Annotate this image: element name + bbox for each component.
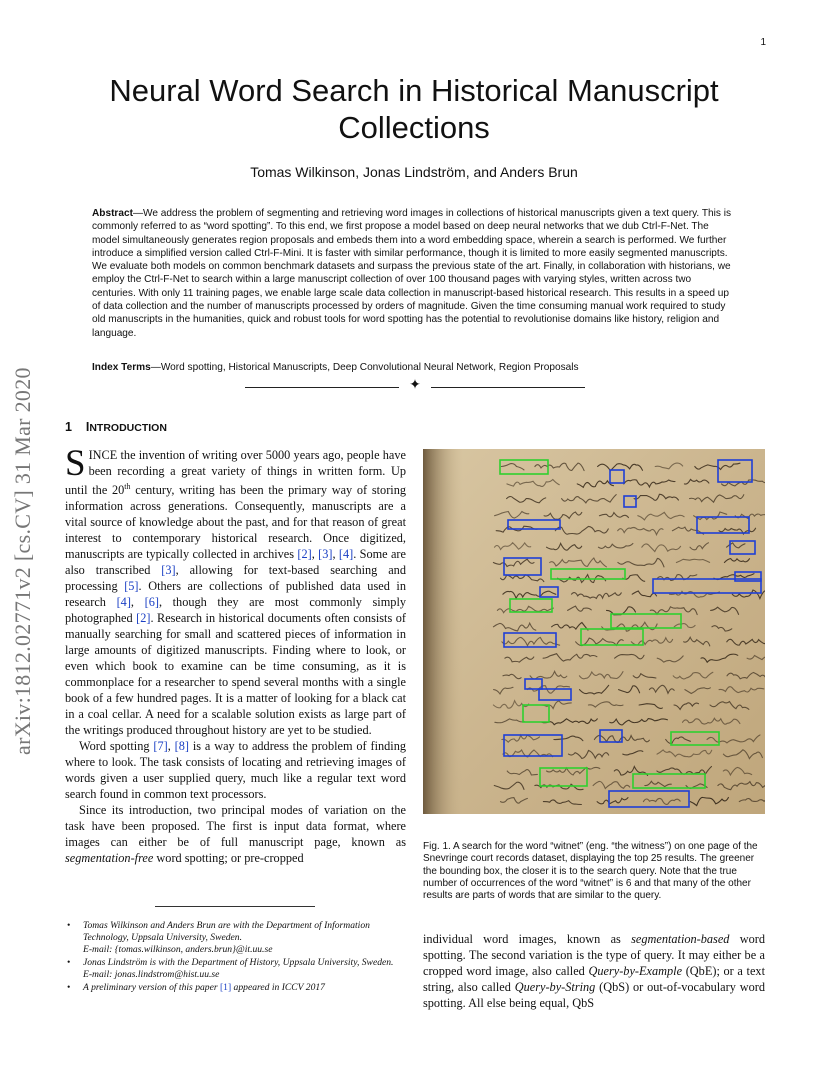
text-run: word spotting; or pre-cropped	[153, 851, 304, 866]
citation-link[interactable]: [5]	[124, 579, 139, 594]
section-number: 1	[65, 420, 72, 434]
citation-link[interactable]: [4]	[338, 547, 354, 562]
manuscript-figure	[423, 449, 765, 814]
author-list: Tomas Wilkinson, Jonas Lindström, and Anders Brun	[250, 164, 578, 180]
text-run: , allowing for text-based searching and processing	[65, 563, 406, 594]
footnote-1	[65, 920, 406, 956]
emphasis: Query-by-String	[514, 980, 596, 994]
text-run: Word spotting	[79, 739, 154, 754]
index-terms	[92, 361, 737, 374]
text-run: , though they are most commonly simply photographed	[65, 595, 407, 626]
section-heading	[65, 420, 167, 434]
text-run: ,	[311, 547, 319, 562]
citation-link[interactable]: [3]	[161, 563, 176, 578]
emphasis: segmentation-based	[631, 932, 730, 946]
intro-paragraph-1	[65, 443, 407, 738]
index-terms-text: —Word spotting, Historical Manuscripts, Deep Convolutional Neural Network, Region Proposals	[150, 362, 579, 373]
emphasis: Query-by-Example	[588, 964, 683, 978]
section-title-rest: NTRODUCTION	[89, 422, 167, 434]
citation-link[interactable]: [2]	[136, 611, 151, 626]
citation-link[interactable]: [8]	[174, 739, 189, 754]
bullet-icon: •	[67, 982, 71, 993]
divider-line-left	[245, 387, 399, 388]
citation-link[interactable]: [1]	[219, 982, 232, 993]
text-run: ,	[130, 595, 145, 610]
citation-link[interactable]: [2]	[297, 547, 312, 562]
citation-link[interactable]: [7]	[153, 739, 168, 754]
text-run: century, writing has been the primary way of storing information across generations. Consequently, manuscripts are a vital source of knowledge about the past, and for that reason of great interest to contemporary historical research. Once digitized, manuscripts are typically collected in archives	[65, 483, 407, 562]
footnote-rule	[155, 906, 315, 907]
bullet-icon: •	[67, 920, 71, 931]
text-run: . Research in historical documents often consists of manually searching for small and scattered pieces of information in large amounts of digitized manuscripts. Finding where to look, or even which book to examine can be time consuming, as it is commonplace for a researcher to spend several months with a single book of a few hundred pages. It is a matter of looking for a black cat in a coal cellar. A need for a scalable solution exists as large part of the writings produced throughout history are yet to be studied.	[65, 611, 406, 738]
footnote-email: E-mail: {tomas.wilkinson, anders.brun}@it.uu.se	[83, 944, 273, 955]
left-column-body	[65, 443, 407, 866]
emphasis: segmentation-free	[65, 851, 154, 866]
text-run: word spotting. The second variation is the type of query. It may either be a cropped word image, also called	[423, 932, 765, 978]
text-run: the invention of writing over 5000 years ago, people have been recording a great variety of things in written form. Up until the 20	[65, 448, 406, 498]
abstract	[92, 207, 737, 340]
bullet-icon: •	[67, 957, 71, 968]
page-number: 1	[760, 37, 766, 48]
arxiv-stamp: arXiv:1812.02771v2 [cs.CV] 31 Mar 2020	[10, 367, 35, 755]
footnote-text: A preliminary version of this paper	[83, 982, 220, 993]
intro-paragraph-2	[65, 738, 406, 802]
text-run: ,	[332, 547, 339, 562]
footnotes	[65, 920, 406, 995]
divider-star-icon: ✦	[409, 378, 421, 393]
text-run: . Others are collections of published data used in research	[65, 579, 406, 610]
footnote-text: appeared in ICCV 2017	[231, 982, 325, 993]
abstract-label: Abstract	[92, 208, 133, 219]
footnote-email: E-mail: jonas.lindstrom@hist.uu.se	[83, 969, 220, 980]
lead-word: INCE	[88, 448, 118, 462]
citation-link[interactable]: [6]	[144, 595, 159, 610]
footnote-3	[65, 982, 406, 994]
abstract-text: —We address the problem of segmenting and retrieving word images in collections of historical manuscripts given a text query. This is commonly referred to as “word spotting”. To this end, we first propose a model based on deep neural networks that we dub Ctrl-F-Net. The model simultaneously generates region proposals and embeds them into a word embedding space, wherein a search is performed. We further introduce a simplified version called Ctrl-F-Mini. It is faster with similar performance, though it is limited to more easily segmented manuscripts. We evaluate both models on common benchmark datasets and surpass the previous state of the art. Finally, in collaboration with historians, we employ the Ctrl-F-Net to search within a large manuscript collection of over 100 thousand pages with varying styles, written across two centuries. With only 11 training pages, we enable large scale data collection in manuscript-based historical research. This results in a speed up of data collection and the number of manuscripts processed by orders of magnitude. Given the time consuming manual work required to study old manuscripts in the humanities, quick and robust tools for word spotting has the potential to revolutionise domains like history, religion and language.	[92, 208, 732, 339]
citation-link[interactable]: [3]	[318, 547, 333, 562]
figure-caption: Fig. 1. A search for the word “witnet” (eng. “the witness”) on one page of the Snevringe court records dataset, displaying the top 25 results. The greener the bounding box, the closer it is to the search query. Note that the true number of occurrences of the word “witnet” is 6 and that many of the other results are parts of words that are similar to the query.	[423, 841, 758, 902]
manuscript-image	[423, 449, 765, 814]
text-run: ,	[167, 739, 175, 754]
text-run: is a way to address the problem of finding where to look. The task consists of locating and retrieving images of words given a user supplied query, much like a regular text word search found in common text processors.	[65, 739, 407, 802]
drop-cap: S	[65, 443, 86, 484]
text-run: individual word images, known as	[423, 932, 632, 946]
footnote-text: Tomas Wilkinson and Anders Brun are with the Department of Information Technology, Uppsala University, Sweden.	[83, 920, 370, 943]
section-title-initial: I	[85, 420, 90, 434]
citation-link[interactable]: [4]	[116, 595, 131, 610]
footnote-2	[65, 957, 406, 981]
divider-line-right	[431, 387, 585, 388]
text-run: (QbS) or out-of-vocabulary word spotting. All else being equal, QbS	[423, 980, 765, 1010]
footnote-text: Jonas Lindström is with the Department of History, Uppsala University, Sweden.	[83, 957, 394, 968]
paper-title: Neural Word Search in Historical Manuscript Collections	[109, 73, 719, 145]
text-run: Since its introduction, two principal modes of variation on the task have been proposed. The first is input data format, where images can either be of full manuscript page, known as	[65, 803, 406, 850]
index-terms-label: Index Terms	[92, 362, 151, 373]
text-run: (QbE); or a text string, also called	[423, 964, 765, 994]
superscript: th	[124, 482, 131, 491]
intro-paragraph-3	[65, 802, 406, 866]
right-column-body	[423, 931, 765, 1011]
section-divider	[245, 380, 585, 394]
text-run: . Some are also transcribed	[65, 547, 406, 578]
